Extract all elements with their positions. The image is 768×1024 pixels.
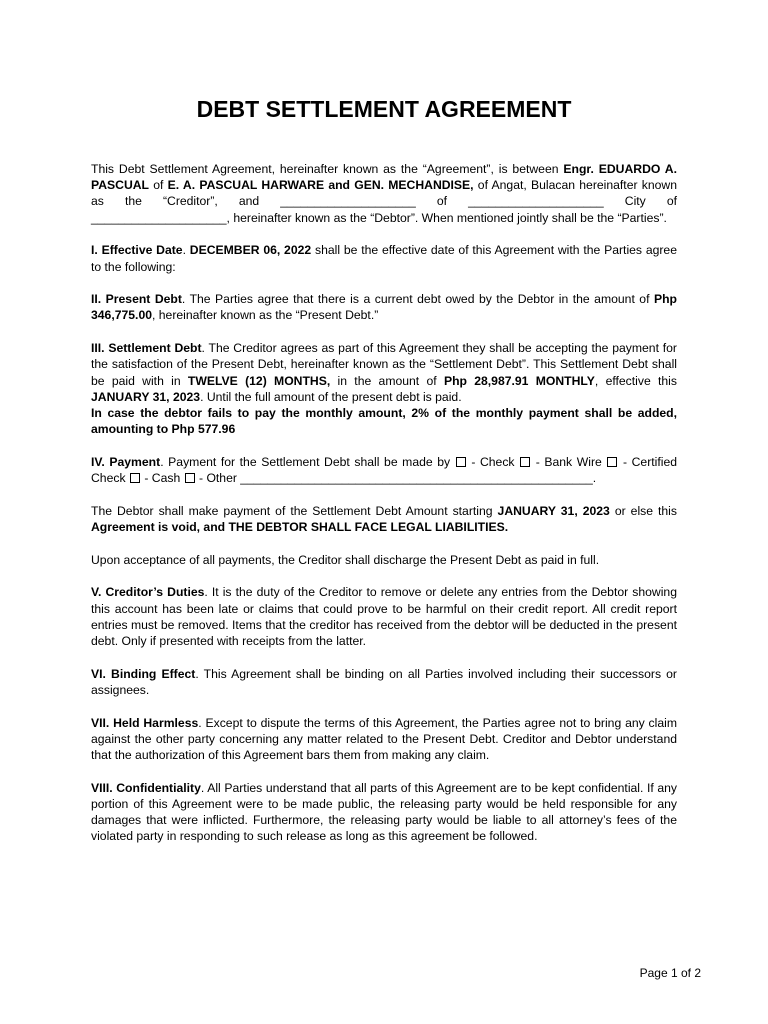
option-label: - Bank Wire bbox=[531, 454, 607, 469]
document-title: DEBT SETTLEMENT AGREEMENT bbox=[196, 96, 572, 122]
creditor-business: E. A. PASCUAL HARWARE and GEN. MECHANDISE, bbox=[167, 178, 474, 193]
section-heading: IV. Payment bbox=[91, 454, 161, 469]
option-label: - Certified Check bbox=[91, 454, 677, 486]
section-text: . It is the duty of the Creditor to remove or delete any entries from the Debtor showing this account has been late or claims that could prove to be harmful on their credit report. All credit report entries must be removed. Items that the creditor has received from the debtor will be deducted in the present debt. Only if presented with receipts from the latter. bbox=[91, 585, 677, 648]
term-length: TWELVE (12) MONTHS, bbox=[187, 373, 331, 388]
acceptance-paragraph: Upon acceptance of all payments, the Creditor shall discharge the Present Debt as paid in full. bbox=[91, 552, 600, 567]
section-heading: II. Present Debt bbox=[91, 292, 182, 307]
section-confidentiality bbox=[91, 780, 677, 845]
paragraph-text: The Debtor shall make payment of the Settlement Debt Amount starting bbox=[91, 503, 498, 518]
intro-text: of Angat, Bulacan hereinafter known as the “Creditor”, and ____________________ of ____________________ City of ____________________, hereinafter known as the “Debtor”. When mentioned jointly shall be the “Parties”. bbox=[91, 178, 677, 225]
section-held-harmless bbox=[91, 715, 677, 764]
penalty-clause bbox=[91, 405, 677, 437]
section-binding-effect bbox=[91, 666, 677, 698]
section-heading: VI. Binding Effect bbox=[91, 666, 196, 681]
section-text: shall be the effective date of this Agreement with the Parties agree to the following: bbox=[91, 243, 677, 274]
section-present-debt bbox=[91, 291, 677, 323]
checkbox-certified-check[interactable] bbox=[607, 457, 617, 467]
payment-start-date: JANUARY 31, 2023 bbox=[497, 503, 610, 518]
section-heading: III. Settlement Debt bbox=[91, 341, 202, 356]
section-text: . bbox=[182, 243, 190, 258]
intro-paragraph bbox=[91, 161, 677, 226]
section-text: . The Parties agree that there is a current debt owed by the Debtor in the amount of bbox=[181, 292, 654, 307]
intro-text: of bbox=[149, 178, 168, 193]
option-label: - Cash bbox=[140, 471, 184, 486]
document-page bbox=[91, 0, 677, 845]
section-heading: VII. Held Harmless bbox=[91, 715, 199, 730]
start-date: JANUARY 31, 2023 bbox=[91, 389, 201, 404]
section-text: . Payment for the Settlement Debt shall be made by bbox=[160, 454, 455, 469]
section-text: . Except to dispute the terms of this Agreement, the Parties agree not to bring any claim against the other party concerning any matter related to the Present Debt. Creditor and Debtor understand that the authorization of this Agreement bars them from making any claim. bbox=[91, 715, 677, 762]
page-number: Page 1 of 2 bbox=[639, 966, 701, 980]
checkbox-other[interactable] bbox=[185, 473, 195, 483]
checkbox-bank-wire[interactable] bbox=[520, 457, 530, 467]
penalty-text: In case the debtor fails to pay the monthly amount, 2% of the monthly payment shall be added, amounting to Php 577.96 bbox=[91, 405, 677, 437]
paragraph-text: or else this bbox=[609, 503, 677, 518]
creditor-name: Engr. EDUARDO A. PASCUAL bbox=[91, 162, 677, 193]
section-text: . All Parties understand that all parts of this Agreement are to be kept confidential. If any portion of this Agreement were to be made public, the releasing party would be held responsible for any damages that were inflicted. Furthermore, the releasing party would be liable to all attorney’s fees of the violated party in responding to such release as long as this agreement be followed. bbox=[91, 780, 677, 844]
intro-text: This Debt Settlement Agreement, hereinafter known as the “Agreement”, is between bbox=[91, 162, 564, 176]
section-text: in the amount of bbox=[330, 373, 444, 388]
payment-start-paragraph bbox=[91, 503, 677, 535]
effective-date: DECEMBER 06, 2022 bbox=[189, 243, 312, 258]
monthly-amount: Php 28,987.91 MONTHLY bbox=[443, 373, 595, 388]
section-effective-date bbox=[91, 242, 677, 274]
section-heading: VIII. Confidentiality bbox=[91, 780, 201, 795]
section-text: . The Creditor agrees as part of this Agreement they shall be accepting the payment for the satisfaction of the Present Debt, hereinafter known as the “Settlement Debt”. This Settlement Debt shall be paid with in bbox=[91, 341, 677, 388]
section-text: , effective this bbox=[594, 373, 677, 388]
option-label: - Check bbox=[466, 454, 520, 469]
section-text: , hereinafter known as the “Present Debt.” bbox=[152, 308, 379, 323]
debt-amount: Php 346,775.00 bbox=[91, 292, 677, 323]
section-text: . Until the full amount of the present debt is paid. bbox=[200, 389, 462, 404]
section-heading: V. Creditor’s Duties bbox=[91, 585, 205, 600]
checkbox-cash[interactable] bbox=[130, 473, 140, 483]
section-payment bbox=[91, 454, 677, 486]
section-settlement-debt bbox=[91, 340, 677, 405]
void-warning: Agreement is void, and THE DEBTOR SHALL FACE LEGAL LIABILITIES. bbox=[91, 519, 509, 534]
option-label: - Other ____________________________________________________. bbox=[195, 471, 597, 486]
checkbox-check[interactable] bbox=[456, 457, 466, 467]
section-creditor-duties bbox=[91, 584, 677, 649]
section-heading: I. Effective Date bbox=[91, 243, 183, 258]
section-text: . This Agreement shall be binding on all Parties involved including their successors or assignees. bbox=[91, 666, 677, 697]
